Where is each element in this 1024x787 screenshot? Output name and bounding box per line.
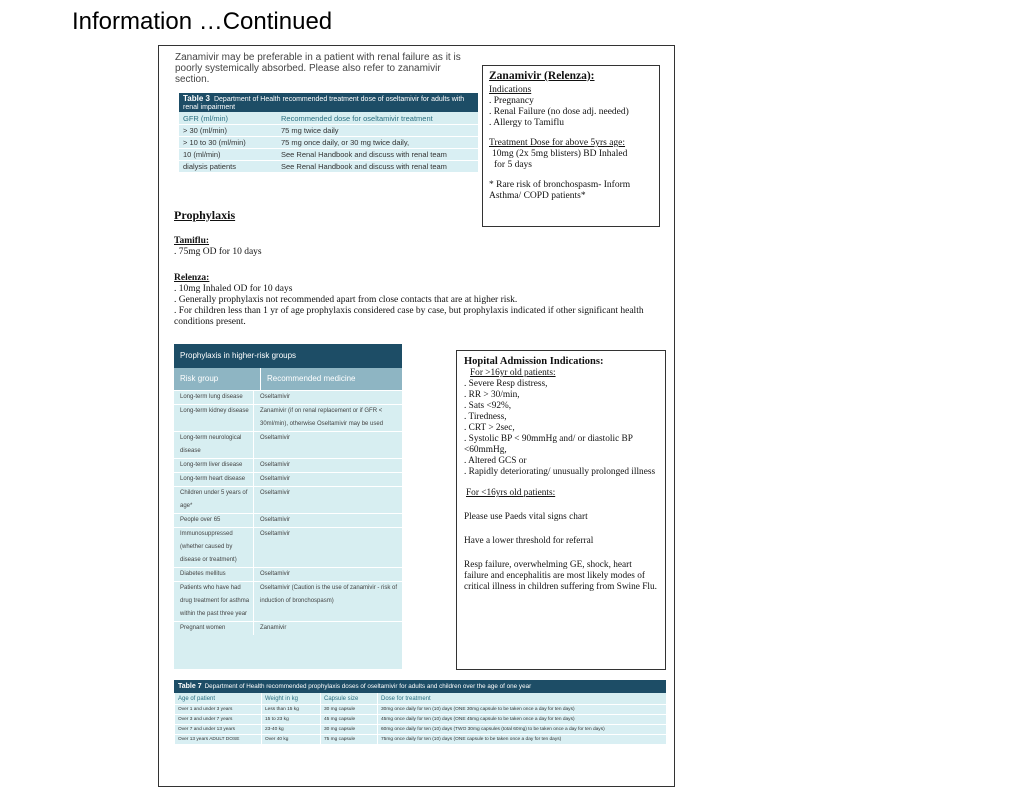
tamiflu-text: . 75mg OD for 10 days [174, 247, 262, 257]
under16-text: Resp failure, overwhelming GE, shock, heart failure and encephalitis are most likely modes of critical illness in children suffering from Swine Flu. [464, 560, 657, 592]
criteria-item: . Severe Resp distress, [464, 379, 548, 389]
table-row: dialysis patients See Renal Handbook and discuss with renal team [179, 161, 478, 173]
risk-table-caption: Prophylaxis in higher-risk groups [174, 344, 402, 368]
table-3 [179, 93, 478, 172]
under16-text: Have a lower threshold for referral [464, 536, 594, 546]
column-header: Age of patient [175, 693, 262, 705]
relenza-section [174, 273, 654, 328]
zanamivir-box [482, 65, 660, 227]
table-row: Over 3 and under 7 years 15 to 23 kg 45 mg capsule 45mg once daily for ten (10) days (ONE 45mg capsule to be taken once a day for ten days) [175, 715, 667, 725]
column-header: GFR (ml/min) [179, 112, 277, 125]
column-header: Risk group [174, 368, 261, 390]
criteria-item: . CRT > 2sec, [464, 423, 515, 433]
column-header: Weight in kg [262, 693, 321, 705]
table-row: Long-term liver disease Oseltamivir [174, 458, 402, 472]
prophylaxis-heading: Prophylaxis [174, 208, 236, 222]
table-row: Immunosuppressed (whether caused by disease or treatment) Oseltamivir [174, 527, 402, 567]
slide-title: Information …Continued [72, 8, 333, 35]
bronchospasm-warning: * Rare risk of bronchospasm- Inform Asthma/ COPD patients* [489, 180, 631, 201]
relenza-line: . Generally prophylaxis not recommended apart from close contacts that are at higher risk. [174, 295, 518, 305]
column-header: Capsule size [321, 693, 378, 705]
column-header: Dose for treatment [378, 693, 667, 705]
admission-title: Hopital Admission Indications: [464, 356, 604, 367]
under16-text: Please use Paeds vital signs chart [464, 512, 588, 522]
criteria-item: . Tiredness, [464, 412, 507, 422]
intro-text: Zanamivir may be preferable in a patient with renal failure as it is poorly systemically absorbed. Please also refer to zanamivir section. [175, 52, 461, 85]
dose-line: 10mg (2x 5mg blisters) BD Inhaled [492, 149, 628, 159]
table-row: Over 1 and under 3 years Less than 15 kg 30 mg capsule 30mg once daily for ten (10) days (ONE 30mg capsule to be taken once a day for ten days) [175, 705, 667, 715]
table-row: Over 13 years ADULT DOSE Over 40 kg 75 mg capsule 75mg once daily for ten (10) days (ONE capsule to be taken once a day for ten days) [175, 735, 667, 745]
table-7-caption: Table 7 Department of Health recommended prophylaxis doses of oseltamivir for adults and children over the age of one year [174, 680, 666, 693]
dose-label: Treatment Dose for above 5yrs age: [489, 138, 626, 148]
tamiflu-section [174, 236, 262, 258]
table-row: Over 7 and under 13 years 23-40 kg 30 mg capsule 60mg once daily for ten (10) days (TWO 30mg capsules (total 60mg) to be taken once a day for ten days) [175, 725, 667, 735]
relenza-line: . 10mg Inhaled OD for 10 days [174, 284, 293, 294]
table-row: People over 65 Oseltamivir [174, 513, 402, 527]
table-7 [174, 680, 666, 744]
table-row: Long-term lung disease Oseltamivir [174, 390, 402, 404]
relenza-label: Relenza: [174, 273, 210, 283]
criteria-item: . Systolic BP < 90mmHg and/ or diastolic BP <60mmHg, [464, 434, 633, 455]
indication-item: . Renal Failure (no dose adj. needed) [489, 107, 629, 117]
column-header: Recommended medicine [267, 374, 356, 383]
column-header: Recommended dose for oseltamivir treatment [277, 112, 478, 125]
relenza-line: . For children less than 1 yr of age prophylaxis considered case by case, but prophylaxis indicated if other significant health conditions present. [174, 306, 644, 327]
table-row: Patients who have had drug treatment for asthma within the past three year Oseltamivir (Caution is the use of zanamivir - risk of induction of bronchospasm) [174, 581, 402, 621]
table-row: > 10 to 30 (ml/min) 75 mg once daily, or 30 mg twice daily, [179, 137, 478, 149]
table-row: > 30 (ml/min) 75 mg twice daily [179, 125, 478, 137]
criteria-item: . RR > 30/min, [464, 390, 520, 400]
dose-line: for 5 days [494, 160, 532, 170]
table-row: 10 (ml/min) See Renal Handbook and discuss with renal team [179, 149, 478, 161]
document-page [158, 45, 675, 787]
indication-item: . Pregnancy [489, 96, 534, 106]
under16-label: For <16yrs old patients: [466, 488, 556, 498]
risk-group-table [174, 344, 402, 669]
table-row: Pregnant women Zanamivir [174, 621, 402, 635]
indications-label: Indications [489, 85, 532, 95]
tamiflu-label: Tamiflu: [174, 236, 210, 246]
table-row: Diabetes mellitus Oseltamivir [174, 567, 402, 581]
criteria-item: . Sats <92%, [464, 401, 512, 411]
zanamivir-title: Zanamivir (Relenza): [489, 70, 595, 82]
criteria-item: . Altered GCS or [464, 456, 527, 466]
indication-item: . Allergy to Tamiflu [489, 118, 564, 128]
over16-label: For >16yr old patients: [470, 368, 556, 378]
table-row: Children under 5 years of age* Oseltamivir [174, 486, 402, 513]
table-row: Long-term heart disease Oseltamivir [174, 472, 402, 486]
risk-table-header [174, 368, 402, 390]
table-3-caption: Table 3 Department of Health recommended treatment dose of oseltamivir for adults with renal impairment [179, 93, 478, 112]
table-row: Long-term neurological disease Oseltamivir [174, 431, 402, 458]
table-row: Long-term kidney disease Zanamivir (if on renal replacement or if GFR < 30ml/min), otherwise Oseltamivir may be used [174, 404, 402, 431]
criteria-item: . Rapidly deteriorating/ unusually prolonged illness [464, 467, 656, 477]
admission-box [456, 350, 666, 670]
